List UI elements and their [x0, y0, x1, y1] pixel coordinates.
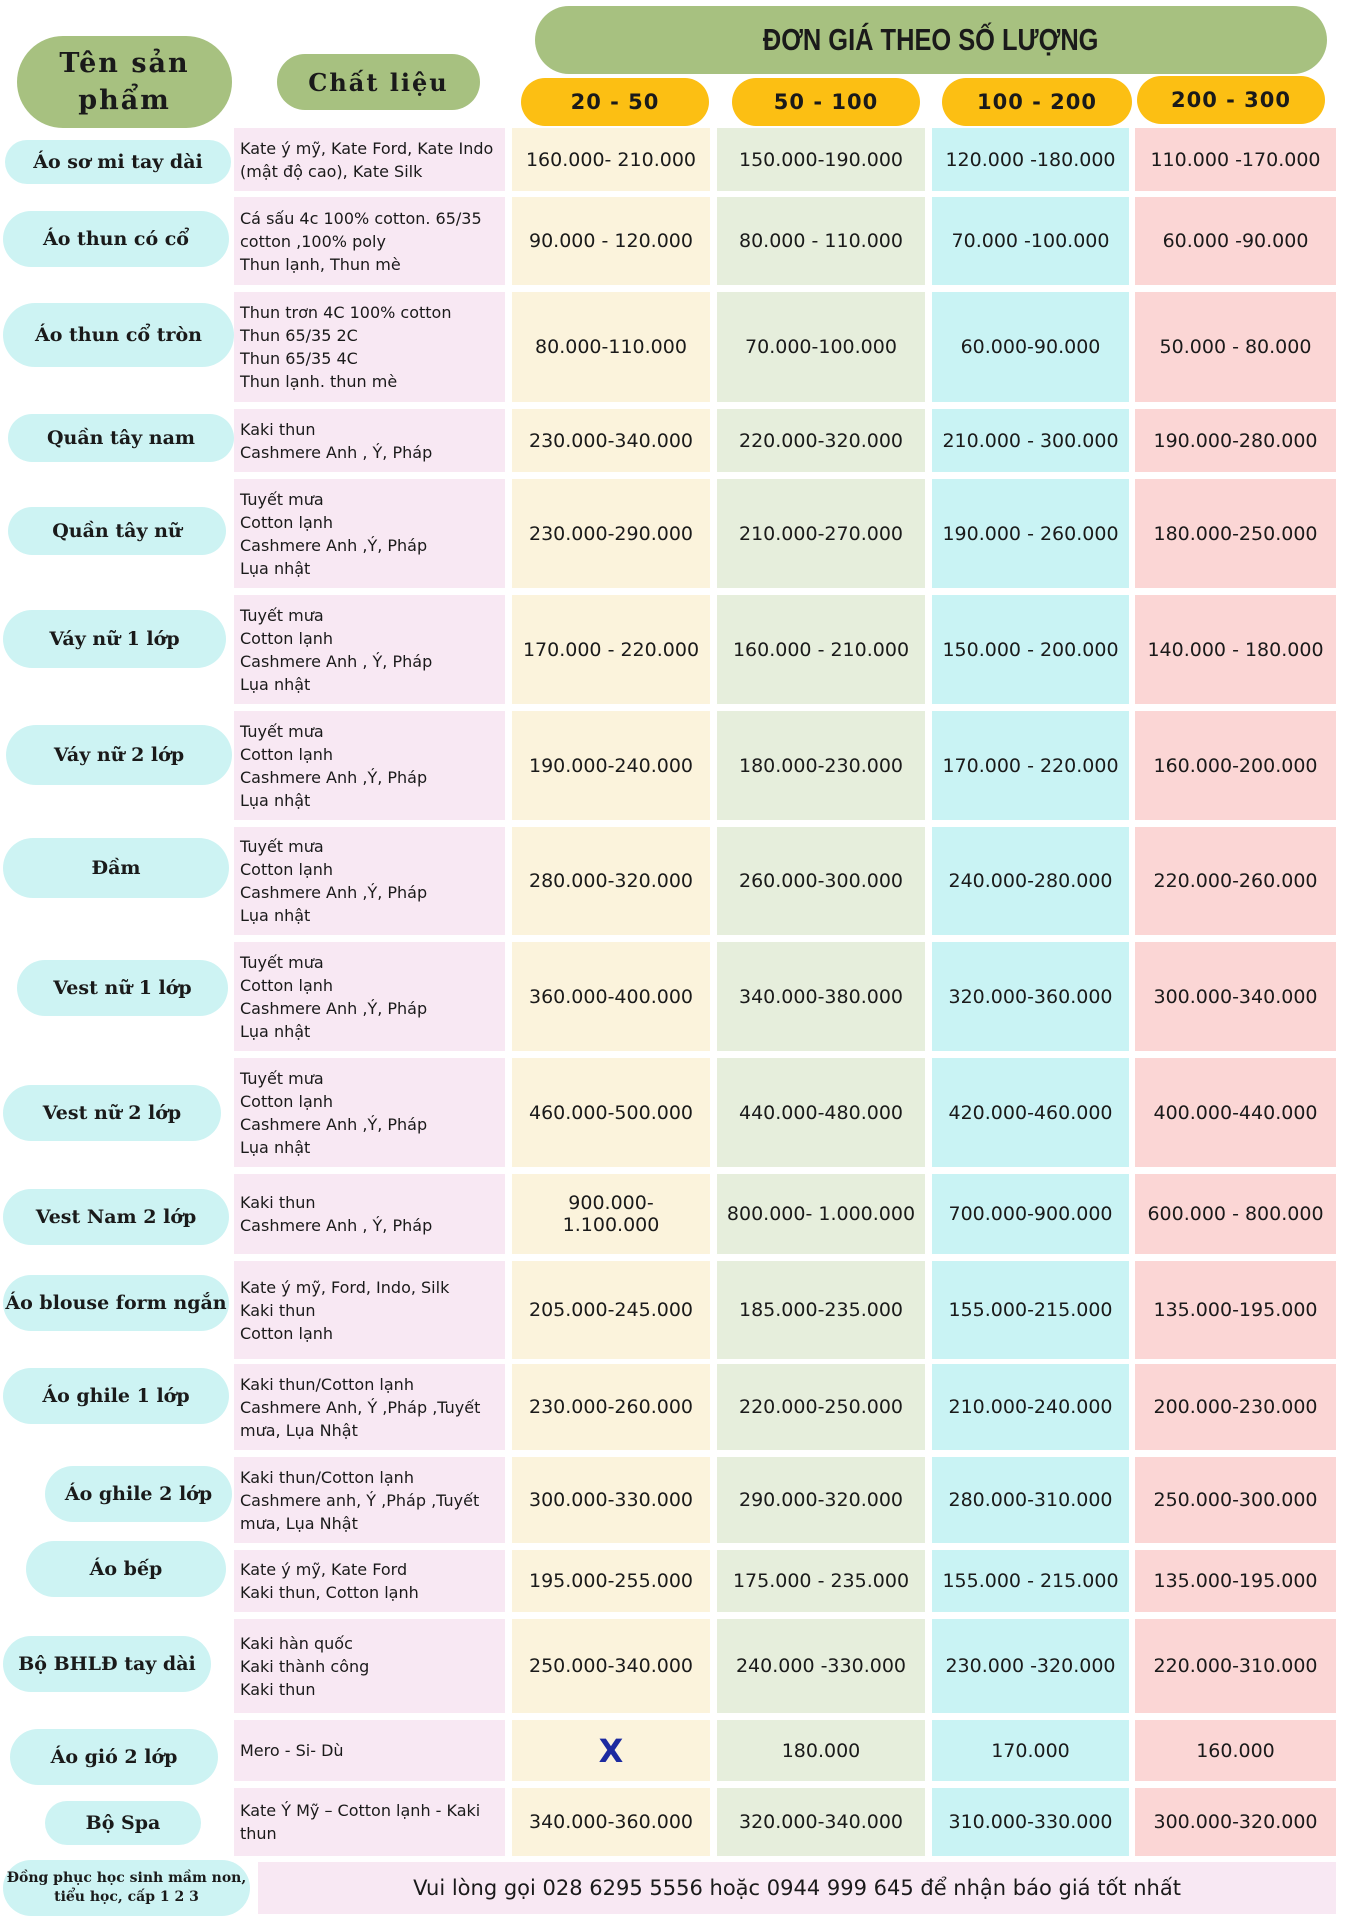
material-cell: [234, 128, 505, 191]
price-cell: [512, 1058, 710, 1167]
price-cell: [932, 595, 1129, 704]
price-cell: [932, 1550, 1129, 1612]
price-value: 440.000-480.000: [739, 1101, 903, 1124]
price-value: 180.000: [781, 1739, 861, 1762]
price-cell: [717, 1364, 925, 1450]
price-cell: [932, 711, 1129, 820]
table-row: [0, 1058, 1357, 1167]
price-cell: [717, 1058, 925, 1167]
price-value: 190.000 - 260.000: [942, 522, 1119, 545]
price-value: 210.000-270.000: [739, 522, 903, 545]
product-name: Váy nữ 2 lớp: [6, 725, 232, 785]
table-row: [0, 409, 1357, 472]
price-cell: [1135, 1364, 1336, 1450]
price-value: 230.000-340.000: [529, 429, 693, 452]
price-cell: [717, 1174, 925, 1254]
price-cell: [512, 1550, 710, 1612]
price-cell: [717, 1619, 925, 1713]
price-value: 210.000 - 300.000: [942, 429, 1119, 452]
material-cell: [234, 711, 505, 820]
material-cell: [234, 1364, 505, 1450]
price-value: 220.000-260.000: [1153, 870, 1318, 892]
material-text: Tuyết mưa Cotton lạnh Cashmere Anh ,Ý, Pháp Lụa nhật: [240, 489, 428, 578]
product-name: Đầm: [3, 838, 229, 898]
price-cell: [717, 1261, 925, 1359]
material-cell: [234, 942, 505, 1051]
price-cell: [717, 1457, 925, 1543]
price-group-header: [535, 6, 1327, 74]
price-cell: [1135, 1619, 1336, 1713]
price-value: 290.000-320.000: [739, 1489, 903, 1511]
price-cell: [512, 1261, 710, 1359]
product-name: Vest nữ 1 lớp: [17, 960, 228, 1016]
price-cell: [932, 1788, 1129, 1856]
price-value: 185.000-235.000: [739, 1299, 903, 1321]
price-group-header-label: ĐƠN GIÁ THEO SỐ LƯỢNG: [763, 22, 1099, 57]
table-row: [0, 292, 1357, 402]
price-value: 240.000-280.000: [948, 870, 1113, 892]
price-cell: [512, 1174, 710, 1254]
student-uniform-label: Đồng phục học sinh mầm non, tiểu học, cấp 1 2 3: [3, 1860, 250, 1916]
product-name: Bộ BHLĐ tay dài: [3, 1636, 211, 1692]
price-cell: [1135, 1261, 1336, 1359]
price-cell: [932, 479, 1129, 588]
price-value: 80.000 - 110.000: [739, 230, 903, 252]
price-cell: [512, 409, 710, 472]
price-cell: [717, 1788, 925, 1856]
table-row: [0, 479, 1357, 588]
material-cell: [234, 1058, 505, 1167]
material-text: Kate ý mỹ, Kate Ford, Kate Indo (mật độ cao), Kate Silk: [240, 138, 494, 181]
product-name: Quần tây nam: [8, 414, 234, 462]
product-name: Váy nữ 1 lớp: [3, 610, 226, 668]
price-cell: [932, 409, 1129, 472]
price-cell: [717, 479, 925, 588]
price-value: 460.000-500.000: [529, 1101, 693, 1124]
price-cell: [512, 595, 710, 704]
material-text: Kaki thun/Cotton lạnh Cashmere anh, Ý ,Pháp ,Tuyết mưa, Lụa Nhật: [240, 1467, 480, 1533]
material-cell: [234, 1720, 505, 1781]
table-row: [0, 197, 1357, 285]
price-cell: [1135, 197, 1336, 285]
price-cell: [1135, 1720, 1336, 1781]
material-cell: [234, 409, 505, 472]
price-cell: [512, 1457, 710, 1543]
material-column-header: [277, 54, 480, 110]
price-value: 180.000-230.000: [739, 754, 903, 777]
product-name: Áo sơ mi tay dài: [5, 140, 231, 184]
price-value: 160.000-200.000: [1153, 754, 1318, 777]
price-cell: [1135, 1788, 1336, 1856]
price-cell: [717, 409, 925, 472]
price-cell: [717, 711, 925, 820]
price-cell: [512, 1619, 710, 1713]
material-cell: [234, 1788, 505, 1856]
price-cell: [512, 292, 710, 402]
price-value: 260.000-300.000: [739, 870, 903, 892]
price-value: 250.000-340.000: [529, 1655, 693, 1677]
price-cell: [512, 1364, 710, 1450]
price-value: 320.000-340.000: [739, 1811, 903, 1833]
product-name: Quần tây nữ: [8, 507, 226, 555]
price-cell: [1135, 1174, 1336, 1254]
price-value: 600.000 - 800.000: [1147, 1203, 1324, 1225]
price-value: 205.000-245.000: [529, 1299, 693, 1321]
price-value: 230.000-260.000: [529, 1396, 693, 1418]
price-cell: [717, 827, 925, 935]
price-value: 190.000-280.000: [1153, 429, 1318, 452]
material-text: Kaki hàn quốc Kaki thành công Kaki thun: [240, 1633, 370, 1699]
price-cell: [1135, 1457, 1336, 1543]
table-row: [0, 1364, 1357, 1450]
product-name: Bộ Spa: [45, 1801, 201, 1845]
price-cell: [1135, 1058, 1336, 1167]
price-cell: [932, 1619, 1129, 1713]
price-value: 230.000 -320.000: [945, 1655, 1116, 1677]
price-value: 155.000-215.000: [948, 1299, 1113, 1321]
material-text: Tuyết mưa Cotton lạnh Cashmere Anh , Ý, Pháp Lụa nhật: [240, 605, 433, 694]
material-cell: [234, 1457, 505, 1543]
price-cell: [717, 1720, 925, 1781]
quantity-header-100-200: 100 - 200: [942, 78, 1132, 126]
contact-banner: Vui lòng gọi 028 6295 5556 hoặc 0944 999 645 để nhận báo giá tốt nhất: [258, 1862, 1336, 1914]
price-cell: [512, 1788, 710, 1856]
price-value: 70.000-100.000: [745, 336, 897, 358]
material-cell: [234, 292, 505, 402]
price-value: 400.000-440.000: [1153, 1101, 1318, 1124]
price-cell: [512, 711, 710, 820]
price-value: 150.000 - 200.000: [942, 638, 1119, 661]
price-value: 180.000-250.000: [1153, 522, 1318, 545]
price-cell: [932, 1058, 1129, 1167]
price-cell: [1135, 409, 1336, 472]
price-cell: [932, 1720, 1129, 1781]
price-cell: [717, 128, 925, 191]
price-value: 175.000 - 235.000: [732, 1570, 910, 1592]
table-row: [0, 711, 1357, 820]
price-cell: [932, 1174, 1129, 1254]
price-value: 300.000-330.000: [529, 1489, 693, 1511]
table-row: [0, 1457, 1357, 1543]
price-value: 210.000-240.000: [948, 1396, 1113, 1418]
price-cell: [1135, 827, 1336, 935]
product-column-header: [17, 36, 232, 128]
price-cell: [932, 292, 1129, 402]
price-value: 60.000 -90.000: [1162, 230, 1309, 252]
price-cell: [512, 197, 710, 285]
price-cell: [512, 128, 710, 191]
price-value: 300.000-320.000: [1153, 1811, 1318, 1833]
price-value: 160.000- 210.000: [525, 148, 697, 171]
price-value: 240.000 -330.000: [735, 1655, 907, 1677]
price-cell: [717, 292, 925, 402]
price-value: 90.000 - 120.000: [529, 230, 693, 252]
price-cell: [932, 1457, 1129, 1543]
price-cell: [932, 827, 1129, 935]
material-text: Tuyết mưa Cotton lạnh Cashmere Anh ,Ý, Pháp Lụa nhật: [240, 952, 428, 1041]
price-cell: [932, 942, 1129, 1051]
material-cell: [234, 479, 505, 588]
material-text: Kaki thun Cashmere Anh , Ý, Pháp: [240, 1193, 433, 1235]
price-cell: [512, 827, 710, 935]
material-cell: [234, 1174, 505, 1254]
price-value: 170.000 - 220.000: [522, 638, 700, 661]
price-value: 220.000-310.000: [1153, 1655, 1318, 1677]
material-text: Tuyết mưa Cotton lạnh Cashmere Anh ,Ý, Pháp Lụa nhật: [240, 837, 428, 925]
table-row: [0, 1550, 1357, 1612]
not-available-mark: X: [598, 1731, 624, 1770]
price-value: 60.000-90.000: [960, 336, 1101, 358]
price-value: 320.000-360.000: [948, 985, 1113, 1008]
price-cell: [1135, 711, 1336, 820]
material-cell: [234, 1619, 505, 1713]
material-text: Thun trơn 4C 100% cotton Thun 65/35 2C Thun 65/35 4C Thun lạnh. thun mè: [240, 303, 452, 391]
price-value: 200.000-230.000: [1153, 1396, 1318, 1418]
material-text: Kaki thun/Cotton lạnh Cashmere Anh, Ý ,Pháp ,Tuyết mưa, Lụa Nhật: [240, 1374, 481, 1440]
material-cell: [234, 827, 505, 935]
table-row: [0, 1261, 1357, 1359]
price-cell: [932, 197, 1129, 285]
price-cell: [717, 942, 925, 1051]
table-row: [0, 128, 1357, 191]
product-name: Áo thun có cổ: [3, 211, 229, 267]
price-value: 360.000-400.000: [529, 985, 693, 1008]
price-value: 135.000-195.000: [1153, 1570, 1318, 1592]
price-value: 220.000-320.000: [739, 429, 903, 452]
price-value: 250.000-300.000: [1153, 1489, 1318, 1511]
price-cell: [1135, 595, 1336, 704]
price-value: 190.000-240.000: [529, 754, 693, 777]
price-value: 300.000-340.000: [1153, 985, 1318, 1008]
price-value: 280.000-320.000: [529, 870, 693, 892]
price-value: 140.000 - 180.000: [1147, 638, 1324, 661]
price-cell: [717, 1550, 925, 1612]
price-value: 230.000-290.000: [529, 522, 693, 545]
table-row: [0, 1619, 1357, 1713]
price-value: 340.000-380.000: [739, 985, 903, 1008]
material-cell: [234, 1261, 505, 1359]
table-row: [0, 1720, 1357, 1781]
price-cell: [1135, 1550, 1336, 1612]
table-row: [0, 1788, 1357, 1856]
product-name: Vest nữ 2 lớp: [3, 1085, 221, 1141]
table-row: [0, 595, 1357, 704]
price-cell: [717, 595, 925, 704]
price-cell: [1135, 128, 1336, 191]
price-value: 900.000- 1.100.000: [562, 1192, 660, 1236]
material-text: Tuyết mưa Cotton lạnh Cashmere Anh ,Ý, Pháp Lụa nhật: [240, 721, 428, 810]
price-value: 420.000-460.000: [948, 1101, 1113, 1124]
price-value: 195.000-255.000: [529, 1570, 693, 1592]
price-cell: [1135, 942, 1336, 1051]
price-value: 50.000 - 80.000: [1159, 336, 1312, 358]
price-cell: [932, 1261, 1129, 1359]
material-text: Kate ý mỹ, Kate Ford Kaki thun, Cotton lạnh: [240, 1560, 419, 1602]
price-cell: [1135, 292, 1336, 402]
product-name: Vest Nam 2 lớp: [3, 1189, 229, 1245]
price-value: 280.000-310.000: [948, 1489, 1113, 1511]
price-cell: [1135, 479, 1336, 588]
table-row: [0, 942, 1357, 1051]
price-value: 220.000-250.000: [739, 1396, 903, 1418]
material-text: Kate Ý Mỹ – Cotton lạnh - Kaki thun: [240, 1801, 481, 1843]
price-value: 160.000: [1196, 1739, 1275, 1762]
material-text: Cá sấu 4c 100% cotton. 65/35 cotton ,100% poly Thun lạnh, Thun mè: [240, 208, 482, 274]
product-name: Áo ghile 2 lớp: [45, 1466, 232, 1522]
product-column-header-label: Tên sản phẩm: [59, 48, 190, 116]
product-name: Áo blouse form ngắn: [3, 1275, 229, 1331]
quantity-header-200-300: 200 - 300: [1137, 76, 1325, 124]
price-value: 150.000-190.000: [739, 148, 903, 171]
material-text: Mero - Si- Dù: [240, 1741, 344, 1760]
material-cell: [234, 1550, 505, 1612]
price-value: 70.000 -100.000: [951, 230, 1110, 252]
quantity-header-20-50: 20 - 50: [521, 78, 709, 126]
price-cell: [932, 128, 1129, 191]
price-cell: [512, 1720, 710, 1781]
price-value: 80.000-110.000: [535, 336, 687, 358]
price-value: 700.000-900.000: [948, 1203, 1113, 1225]
quantity-header-50-100: 50 - 100: [732, 78, 920, 126]
material-cell: [234, 197, 505, 285]
product-name: Áo ghile 1 lớp: [3, 1368, 229, 1424]
material-text: Kaki thun Cashmere Anh , Ý, Pháp: [240, 419, 433, 462]
table-row: [0, 1174, 1357, 1254]
price-cell: [932, 1364, 1129, 1450]
price-value: 170.000 - 220.000: [942, 754, 1119, 777]
price-cell: [512, 479, 710, 588]
price-cell: [717, 197, 925, 285]
price-value: 160.000 - 210.000: [732, 638, 910, 661]
product-name: Áo gió 2 lớp: [10, 1729, 218, 1785]
price-value: 110.000 -170.000: [1150, 148, 1321, 171]
price-value: 155.000 - 215.000: [942, 1570, 1119, 1592]
price-cell: [512, 942, 710, 1051]
price-value: 170.000: [991, 1739, 1070, 1762]
material-cell: [234, 595, 505, 704]
material-text: Kate ý mỹ, Ford, Indo, Silk Kaki thun Cotton lạnh: [240, 1277, 450, 1343]
price-value: 120.000 -180.000: [945, 148, 1116, 171]
price-value: 135.000-195.000: [1153, 1299, 1318, 1321]
product-name: Áo thun cổ tròn: [3, 303, 234, 367]
price-value: 340.000-360.000: [529, 1811, 693, 1833]
price-value: 310.000-330.000: [948, 1811, 1113, 1833]
price-value: 800.000- 1.000.000: [726, 1203, 916, 1225]
product-name: Áo bếp: [26, 1541, 226, 1597]
table-row: [0, 827, 1357, 935]
material-column-header-label: Chất liệu: [308, 67, 449, 97]
material-text: Tuyết mưa Cotton lạnh Cashmere Anh ,Ý, Pháp Lụa nhật: [240, 1068, 428, 1157]
